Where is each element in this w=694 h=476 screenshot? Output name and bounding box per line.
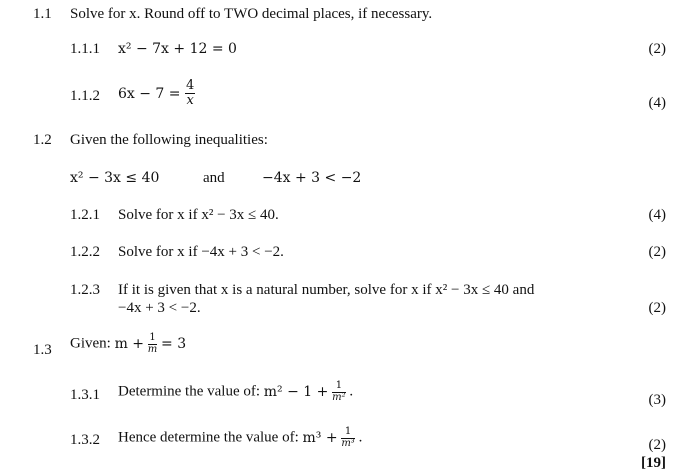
- marks: (2): [648, 300, 666, 316]
- subquestion-text: Solve for x if −4x + 3 < −2.: [118, 244, 284, 260]
- fraction-numerator: 1: [149, 332, 156, 343]
- fraction-numerator: 1: [332, 381, 346, 393]
- expression-left: m³ +: [302, 430, 338, 446]
- subquestion-text-continued: −4x + 3 < −2.: [118, 300, 201, 316]
- marks: (2): [648, 41, 666, 57]
- question-number: 1.1: [33, 6, 52, 22]
- question-number: 1.3: [33, 342, 52, 358]
- fraction: [332, 381, 346, 403]
- fraction-denominator: m: [147, 343, 158, 355]
- subquestion-number: 1.2.2: [70, 244, 100, 260]
- subquestion-label: Determine the value of:: [118, 383, 261, 400]
- given-left: m +: [114, 336, 145, 352]
- inequality: −4x + 3 < −2: [262, 170, 362, 186]
- question-1-1-text: Solve for x. Round off to TWO decimal places, if necessary.: [70, 6, 433, 22]
- marks: (3): [648, 392, 666, 408]
- expression-end: .: [358, 429, 363, 446]
- subquestion-number: 1.2.1: [70, 207, 100, 223]
- expression-end: .: [349, 383, 354, 400]
- fraction: [185, 79, 195, 109]
- equation: [118, 79, 195, 109]
- fraction: [148, 333, 157, 355]
- inequality: x² − 3x ≤ 40: [70, 170, 160, 186]
- fraction-denominator: x: [186, 93, 194, 109]
- subquestion-text: If it is given that x is a natural number, solve for x if x² − 3x ≤ 40 and: [118, 282, 535, 298]
- conjunction: and: [203, 170, 225, 186]
- given-expression: [70, 333, 186, 355]
- subquestion-number: 1.3.2: [70, 432, 100, 448]
- total-marks: [19]: [641, 455, 666, 471]
- subquestion-number: 1.1.1: [70, 41, 100, 57]
- marks: (2): [648, 437, 666, 453]
- equation-left: 6x − 7 =: [118, 85, 181, 102]
- equation: x² − 7x + 12 = 0: [118, 41, 237, 57]
- given-label: Given:: [70, 335, 111, 352]
- marks: (4): [648, 95, 666, 111]
- fraction-denominator: m³: [341, 437, 355, 449]
- fraction-numerator: 1: [341, 427, 355, 439]
- subquestion-text: [118, 381, 353, 403]
- subquestion-text: Solve for x if x² − 3x ≤ 40.: [118, 207, 279, 223]
- subquestion-label: Hence determine the value of:: [118, 429, 299, 446]
- subquestion-number: 1.1.2: [70, 88, 100, 104]
- question-text: Given the following inequalities:: [70, 132, 268, 148]
- subquestion-number: 1.2.3: [70, 282, 100, 298]
- expression-left: m² − 1 +: [263, 384, 329, 400]
- subquestion-text: [118, 427, 362, 449]
- question-text: [70, 7, 432, 22]
- marks: (4): [648, 207, 666, 223]
- fraction-denominator: m²: [332, 391, 346, 403]
- given-right: = 3: [161, 336, 187, 352]
- subquestion-number: 1.3.1: [70, 387, 100, 403]
- fraction-numerator: 4: [185, 78, 195, 93]
- marks: (2): [648, 244, 666, 260]
- fraction: [341, 427, 355, 449]
- question-number: 1.2: [33, 132, 52, 148]
